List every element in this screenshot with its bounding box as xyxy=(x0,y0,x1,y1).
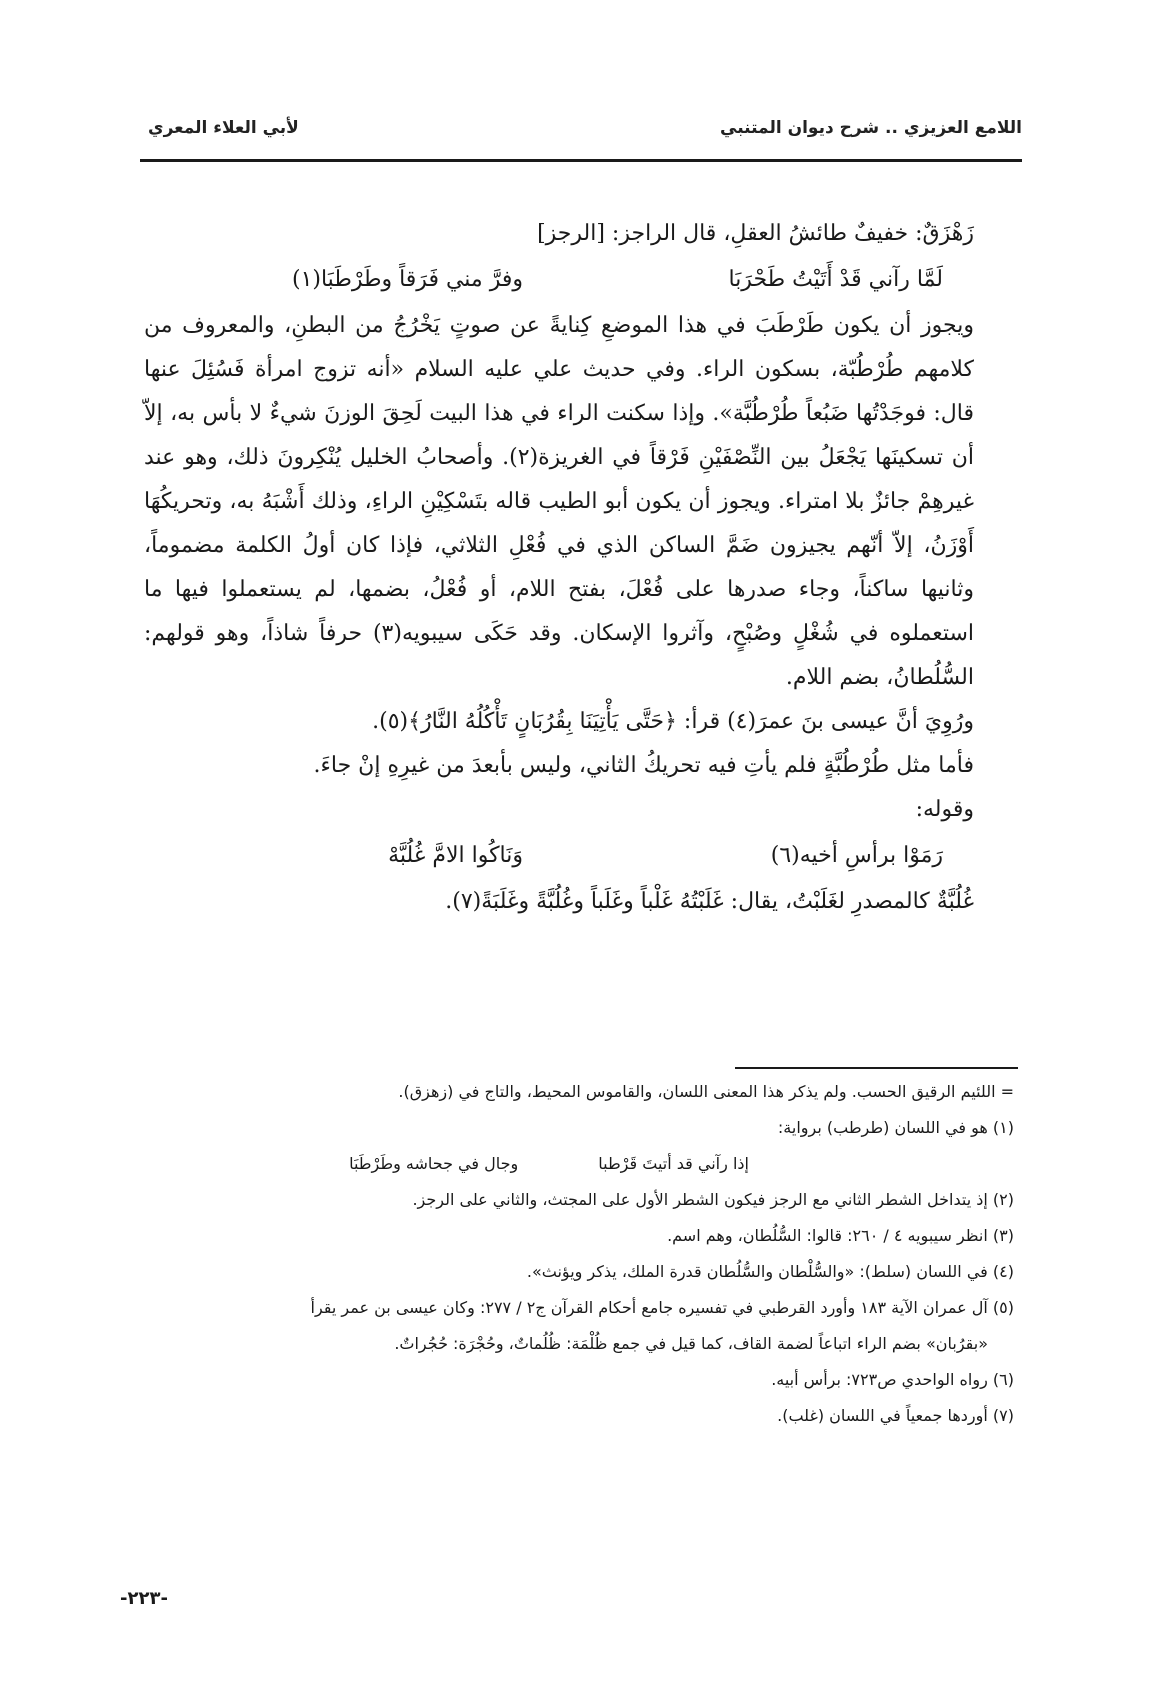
verse-line xyxy=(144,832,1022,880)
page-number: -٢٢٣- xyxy=(120,1588,168,1609)
footnote-verse xyxy=(144,1146,1014,1182)
text-line: زَهْزَقٌ: خفيفٌ طائشُ العقلِ، قال الراجز: [الرجز] xyxy=(537,221,974,246)
header-book-title: اللامع العزيزي .. شرح ديوان المتنبي xyxy=(720,118,1022,138)
paragraph: غُلُبَّةٌ كالمصدرِ لغَلَبْتُ، يقال: غَلَبْتُهُ غَلْباً وغَلَباً وغُلُبَّةً وغَلَبَةً(٧). xyxy=(445,889,974,914)
header-rule xyxy=(140,159,1022,162)
footnote-6: (٦) رواه الواحدي ص٧٢٣: برأس أبيه. xyxy=(771,1370,1014,1389)
footnote-verse-second: وجال في جحاشه وطَرْطَبَا xyxy=(349,1154,519,1173)
paragraph: ورُوِيَ أنَّ عيسى بنَ عمرَ(٤) قرأ: ﴿حَتَّى يَأْتِيَنَا بِقُرُبَانٍ تَأْكُلُهُ النَّارُ﴾(٥). xyxy=(372,709,974,734)
verse-line xyxy=(144,256,1022,304)
footnote-2: (٢) إذ يتداخل الشطر الثاني مع الرجز فيكون الشطر الأول على المجتث، والثاني على الرجز. xyxy=(412,1190,1014,1209)
paragraph: ويجوز أن يكون طَرْطَبَ في هذا الموضعِ كِنايةً عن صوتٍ يَخْرُجُ من البطنِ، والمعروف من كلامهم طُرْطُبّة، بسكون الراء. وفي حديث علي عليه السلام «أنه تزوج امرأة فَسُئِلَ عنها قال: فوجَدْتُها ضَبُعاً طُرْطُبَّة». وإذا سكنت الراء في هذا البيت لَحِقَ الوزنَ شيءٌ لا بأس به، إلاّ أن تسكينَها يَجْعَلُ بين النِّصْفَيْنِ فَرْقاً في الغريزة(٢). وأصحابُ الخليل يُنْكِرونَ ذلك، وهو عند غيرهِمْ جائزٌ بلا امتراء. ويجوز أن يكون أبو الطيب قاله بتَسْكِيْنِ الراءِ، وذلك أَشْبَهُ به، وتحريكُهَا أَوْزَنُ، إلاّ أنّهم يجيزون ضَمَّ الساكن الذي في فُعْلِ الثلاثي، فإذا كان أولُ الكلمة مضموماً، وثانيها ساكناً، وجاء صدرها على فُعْلَ، بفتح اللام، أو فُعْلُ، بضمها، لم يستعملوا فيها ما استعملوه في شُغْلٍ وصُبْحٍ، وآثروا الإسكان. وقد حَكَى سيبويه(٣) حرفاً شاذاً، وهو قولهم: السُّلُطانُ، بضم اللام. xyxy=(144,313,975,690)
footnote-5-continuation: «بقرُبان» بضم الراء اتباعاً لضمة القاف، كما قيل في جمع ظُلْمَة: ظُلُماتٌ، وحُجْرَة: حُجُراتٌ. xyxy=(394,1334,988,1353)
paragraph: وقوله: xyxy=(915,797,974,822)
footnote-continuation: = اللئيم الرقيق الحسب. ولم يذكر هذا المعنى اللسان، والقاموس المحيط، والتاج في (زهزق). xyxy=(398,1082,1014,1101)
header-author: لأبي العلاء المعري xyxy=(148,118,299,138)
paragraph: فأما مثل طُرْطُبَّةٍ فلم يأتِ فيه تحريكُ الثاني، وليس بأبعدَ من غيرِهِ إنْ جاءَ. xyxy=(313,753,974,778)
footnote-3: (٣) انظر سيبويه ٤ / ٢٦٠: قالوا: السُّلُطان، وهم اسم. xyxy=(667,1226,1014,1245)
footnote-4: (٤) في اللسان (سلط): «والسُّلْطان والسُّلُطان قدرة الملك، يذكر ويؤنث». xyxy=(526,1262,1014,1281)
verse-hemistich-first: لَمَّا رآني قَدْ أَتَيْتُ طَحْرَبَا xyxy=(728,267,943,292)
footnotes xyxy=(144,1074,1014,1434)
footnote-7: (٧) أوردها جمعياً في اللسان (غلب). xyxy=(777,1406,1014,1425)
verse-hemistich-second: وَنَاكُوا الامَّ غُلُبَّهْ xyxy=(388,843,523,868)
running-header xyxy=(148,118,1022,156)
verse-hemistich-second: وفرَّ مني فَرَقاً وطَرْطَبَا(١) xyxy=(291,267,523,292)
footnote-1: (١) هو في اللسان (طرطب) برواية: xyxy=(777,1118,1014,1137)
main-text xyxy=(144,212,1022,924)
footnote-5: (٥) آل عمران الآية ١٨٣ وأورد القرطبي في تفسيره جامع أحكام القرآن ج٢ / ٢٧٧: وكان عيسى بن عمر يقرأ xyxy=(310,1298,1014,1317)
footnote-verse-first: إذا رآني قد أتيتَ قَرْطبا xyxy=(598,1154,749,1173)
verse-hemistich-first: رَمَوْا برأسِ أخيه(٦) xyxy=(770,843,943,868)
footnote-rule xyxy=(735,1067,1018,1069)
